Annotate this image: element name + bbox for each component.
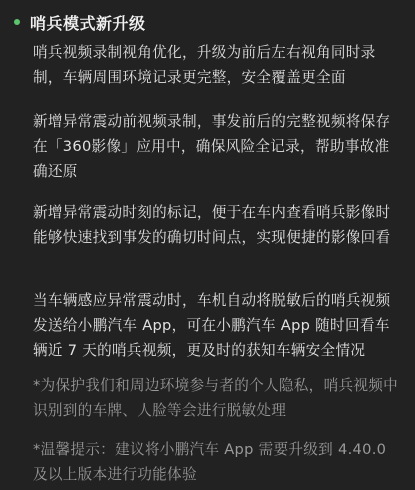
note-privacy: *为保护我们和周边环境参与者的个人隐私，哨兵视频中识别到的车牌、人脸等会进行脱敏处理 [33,377,399,419]
bullet-dot-icon [14,19,20,25]
paragraph-app-push: 当车辆感应异常震动时，车机自动将脱敏后的哨兵视频发送给小鹏汽车 App，可在小鹏汽车 App 随时回看车辆近 7 天的哨兵视频，更及时的获知车辆安全情况 [33,292,391,359]
paragraph-pre-vibration-recording: 新增异常震动前视频录制，事发前后的完整视频将保存在「360影像」应用中，确保风险全记录，帮助事故准确还原 [33,113,391,180]
paragraph-view-angle: 哨兵视频录制视角优化，升级为前后左右视角同时录制，车辆周围环境记录更完整，安全覆盖更全面 [33,44,376,86]
paragraph-vibration-marker: 新增异常震动时刻的标记，便于在车内查看哨兵影像时能够快速找到事发的确切时间点，实现便捷的影像回看 [33,204,391,246]
section-header [14,11,146,33]
section-title: 哨兵模式新升级 [30,13,146,33]
note-app-version: *温馨提示：建议将小鹏汽车 App 需要升级到 4.40.0 及以上版本进行功能体验 [33,441,387,483]
